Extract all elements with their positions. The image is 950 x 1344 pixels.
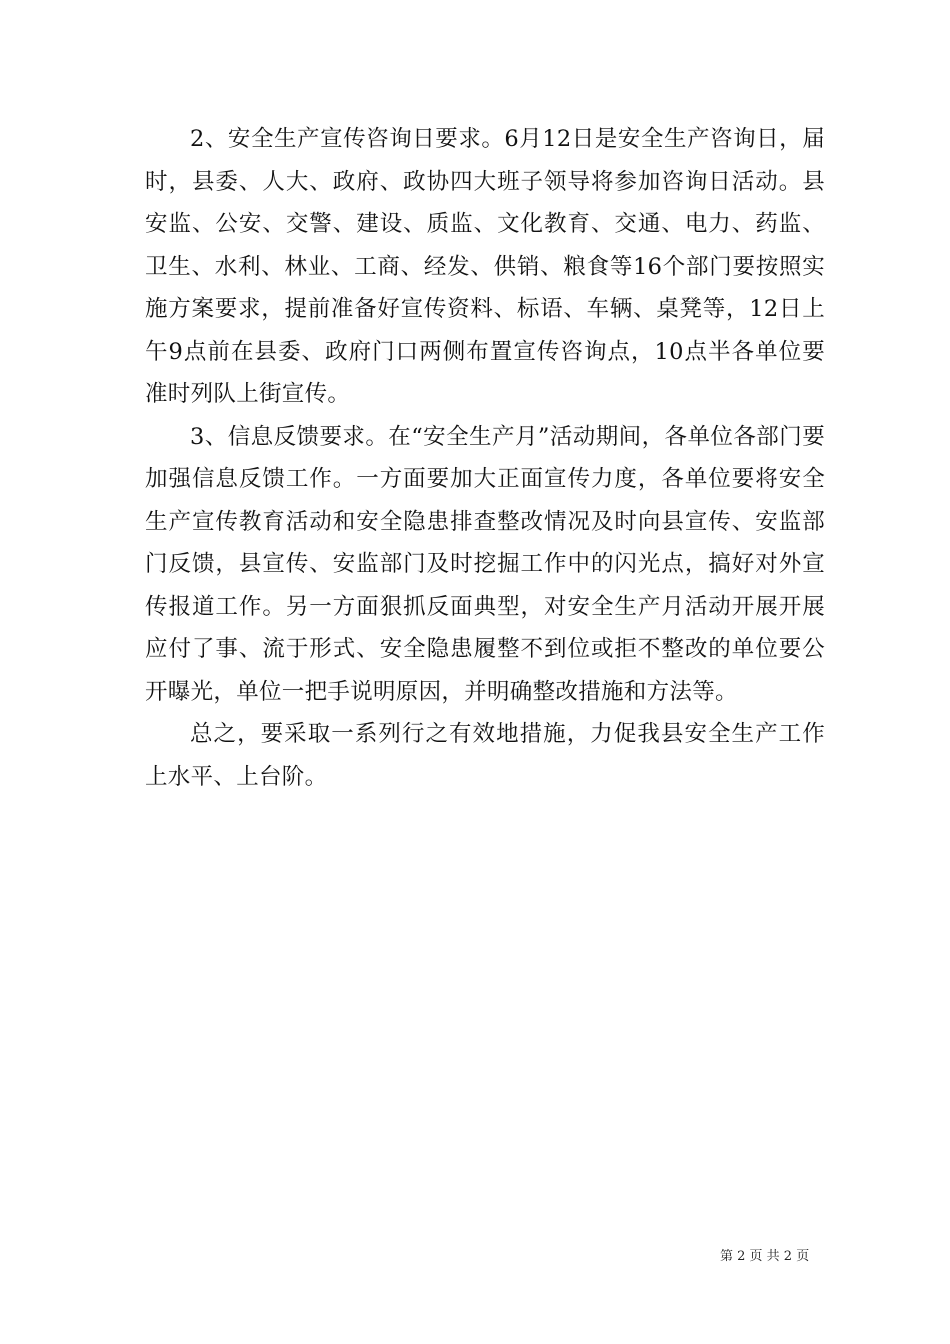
page-number-footer: 第 2 页 共 2 页 [720,1249,810,1264]
paragraph-safety-consultation-day: 2、安全生产宣传咨询日要求。6月12日是安全生产咨询日，届时，县委、人大、政府、政协四大班子领导将参加咨询日活动。县安监、公安、交警、建设、质监、文化教育、交通、电力、药监、卫生、水利、林业、工商、经发、供销、粮食等16个部门要按照实施方案要求，提前准备好宣传资料、标语、车辆、桌凳等，12日上午9点前在县委、政府门口两侧布置宣传咨询点，10点半各单位要准时列队上街宣传。 [145,126,825,407]
paragraph-information-feedback: 3、信息反馈要求。在“安全生产月”活动期间，各单位各部门要加强信息反馈工作。一方面要加大正面宣传力度，各单位要将安全生产宣传教育活动和安全隐患排查整改情况及时向县宣传、安监部门反馈，县宣传、安监部门及时挖掘工作中的闪光点，搞好对外宣传报道工作。另一方面狠抓反面典型，对安全生产月活动开展开展应付了事、流于形式、安全隐患履整不到位或拒不整改的单位要公开曝光，单位一把手说明原因，并明确整改措施和方法等。 [145,423,825,705]
document-body [145,118,825,798]
paragraph-conclusion: 总之，要采取一系列行之有效地措施，力促我县安全生产工作上水平、上台阶。 [145,721,825,790]
